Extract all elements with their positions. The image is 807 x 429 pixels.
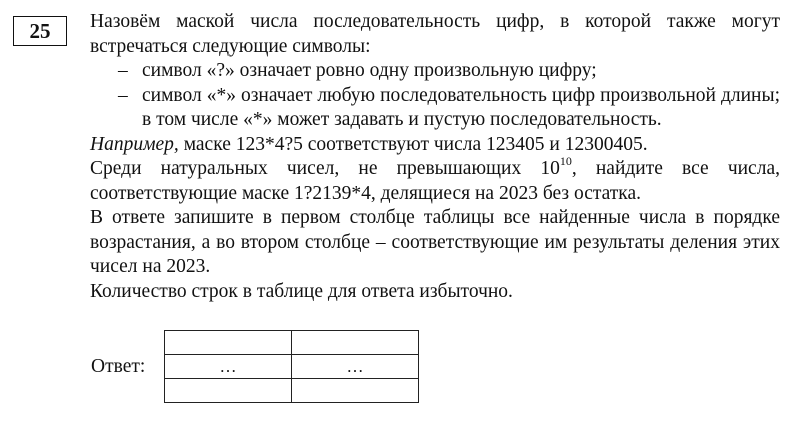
table-row [165,355,419,379]
rule-dash: – [118,60,128,81]
rule-text: символ «?» означает ровно одну произвольную цифру; [142,60,597,81]
answer-cell[interactable] [165,379,292,403]
task-text-part1: Среди натуральных чисел, не превышающих 10 [90,158,560,179]
answer-cell[interactable] [292,379,419,403]
example-paragraph [90,133,780,158]
note-paragraph: Количество строк в таблице для ответа избыточно. [90,280,513,302]
problem-statement [90,10,780,304]
rule-item [90,59,780,84]
answer-table [164,330,419,403]
rule-text: символ «*» означает любую последовательность цифр произвольной длины; в том числе «*» может задавать и пустую последовательность. [142,84,780,130]
answer-cell[interactable]: … [292,355,419,379]
rule-item [90,84,780,133]
intro-paragraph: Назовём маской числа последовательность цифр, в которой также могут встречаться следующие символы: [90,11,780,57]
table-row [165,331,419,355]
task-number: 25 [29,18,51,43]
rules-list [90,59,780,133]
example-label: Например, [90,133,179,155]
task-number-box [13,16,67,46]
task-power: 10 [559,154,572,168]
answer-cell[interactable] [165,331,292,355]
example-text: маске 123*4?5 соответствуют числа 123405 и 12300405. [178,133,648,155]
answer-cell[interactable]: … [165,355,292,379]
rule-dash: – [118,84,128,106]
task-paragraph [90,154,780,206]
answer-cell[interactable] [292,331,419,355]
answer-label: Ответ: [91,356,146,377]
task-text-part2: , найдите все числа, соответствующие маске 1?2139*4, делящиеся на 2023 без остатка. [90,158,780,204]
answer-instructions: В ответе запишите в первом столбце таблицы все найденные числа в порядке возрастания, а во втором столбце – соответствующие им результаты деления этих чисел на 2023. [90,207,780,277]
table-row [165,379,419,403]
